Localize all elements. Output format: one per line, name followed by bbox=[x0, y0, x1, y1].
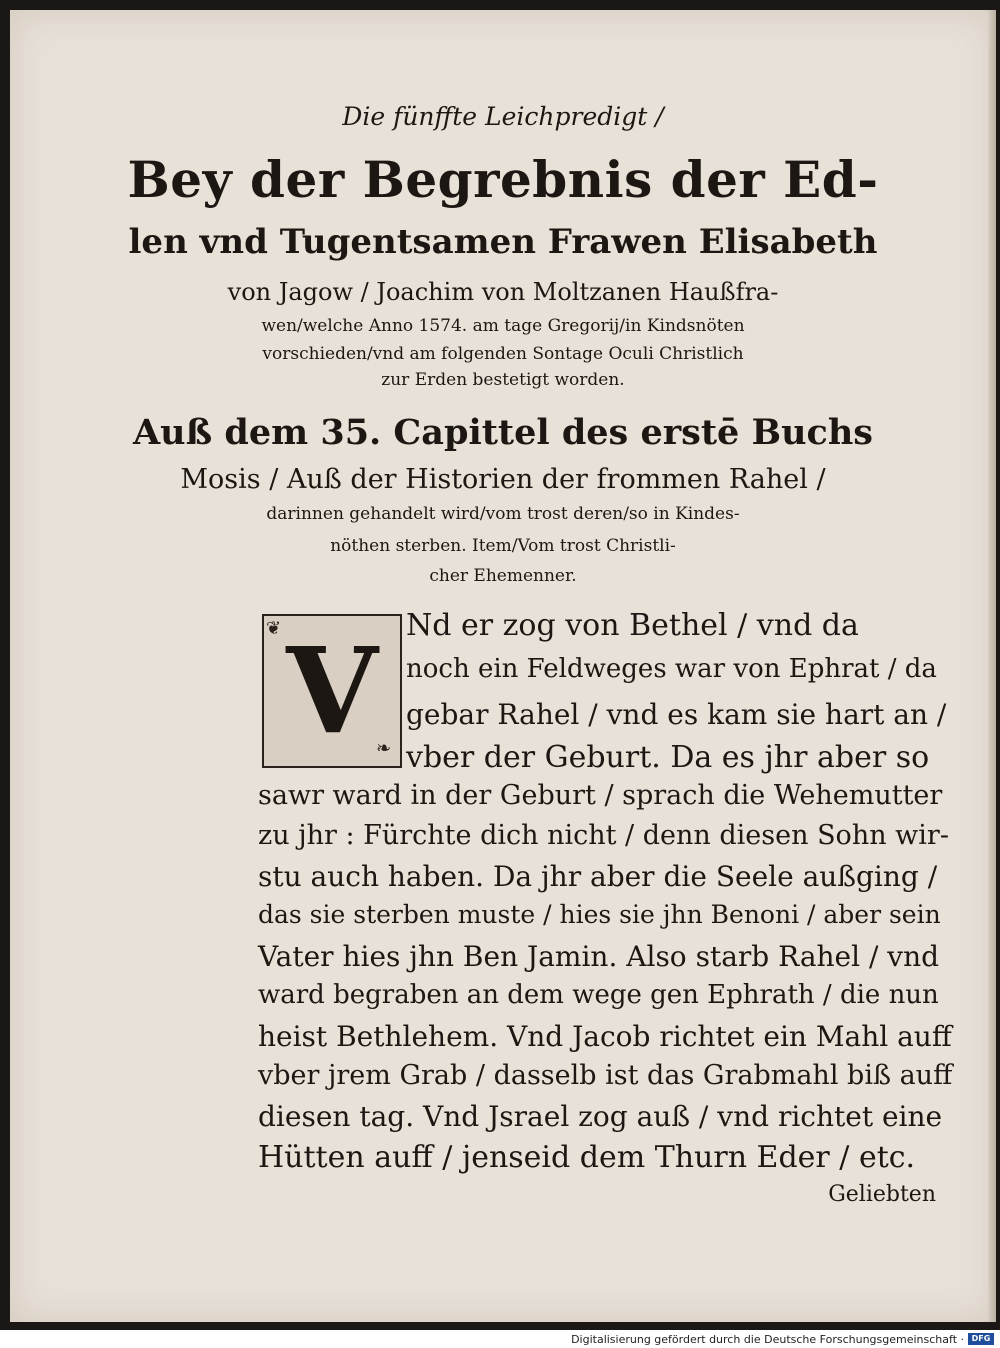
ornament-icon: ❦ bbox=[266, 618, 282, 639]
body-line-6: zu jhr : Fürchte dich nicht / denn diesen Sohn wir- bbox=[258, 820, 949, 851]
body-line-5: sawr ward in der Geburt / sprach die Wehemutter bbox=[258, 780, 943, 811]
section-line-2: Mosis / Auß der Historien der frommen Rahel / bbox=[180, 464, 826, 495]
catchword: Geliebten bbox=[828, 1182, 936, 1207]
ornament-icon: ❧ bbox=[376, 738, 392, 759]
body-line-11: heist Bethlehem. Vnd Jacob richtet ein Mahl auff bbox=[258, 1020, 952, 1053]
dfg-logo: DFG bbox=[968, 1333, 994, 1345]
heading-line-6: vorschieden/vnd am folgenden Sontage Oculi Christlich bbox=[262, 344, 744, 364]
section-line-3: darinnen gehandelt wird/vom trost deren/so in Kindes- bbox=[266, 504, 740, 524]
body-line-14: Hütten auff / jenseid dem Thurn Eder / etc. bbox=[258, 1140, 916, 1175]
body-line-12: vber jrem Grab / dasselb ist das Grabmahl biß auff bbox=[258, 1060, 953, 1091]
heading-line-5: wen/welche Anno 1574. am tage Gregorij/in Kindsnöten bbox=[261, 316, 745, 336]
body-line-3: gebar Rahel / vnd es kam sie hart an / bbox=[406, 698, 947, 731]
heading-line-1: Die fünffte Leichpredigt / bbox=[342, 102, 664, 131]
book-page bbox=[10, 10, 996, 1322]
heading-line-2: Bey der Begrebnis der Ed- bbox=[127, 150, 879, 209]
footer-credit: Digitalisierung gefördert durch die Deutsche Forschungsgemeinschaft · bbox=[571, 1333, 964, 1346]
section-line-5: cher Ehemenner. bbox=[429, 566, 577, 586]
heading-line-4: von Jagow / Joachim von Moltzanen Haußfra- bbox=[227, 278, 779, 306]
heading-line-3: len vnd Tugentsamen Frawen Elisabeth bbox=[128, 222, 878, 262]
heading-line-7: zur Erden bestetigt worden. bbox=[381, 370, 625, 390]
body-line-2: noch ein Feldweges war von Ephrat / da bbox=[406, 654, 937, 684]
body-line-13: diesen tag. Vnd Jsrael zog auß / vnd richtet eine bbox=[258, 1100, 943, 1133]
body-line-1: Nd er zog von Bethel / vnd da bbox=[406, 608, 859, 643]
body-line-7: stu auch haben. Da jhr aber die Seele außging / bbox=[258, 860, 938, 893]
body-line-9: Vater hies jhn Ben Jamin. Also starb Rahel / vnd bbox=[258, 940, 940, 973]
drop-cap-letter: V bbox=[286, 621, 378, 760]
body-line-4: vber der Geburt. Da es jhr aber so bbox=[406, 740, 930, 775]
body-line-10: ward begraben an dem wege gen Ephrath / die nun bbox=[258, 980, 939, 1010]
body-line-8: das sie sterben muste / hies sie jhn Benoni / aber sein bbox=[258, 900, 941, 929]
section-line-1: Auß dem 35. Capittel des erstē Buchs bbox=[133, 412, 873, 453]
section-line-4: nöthen sterben. Item/Vom trost Christli- bbox=[330, 536, 676, 556]
